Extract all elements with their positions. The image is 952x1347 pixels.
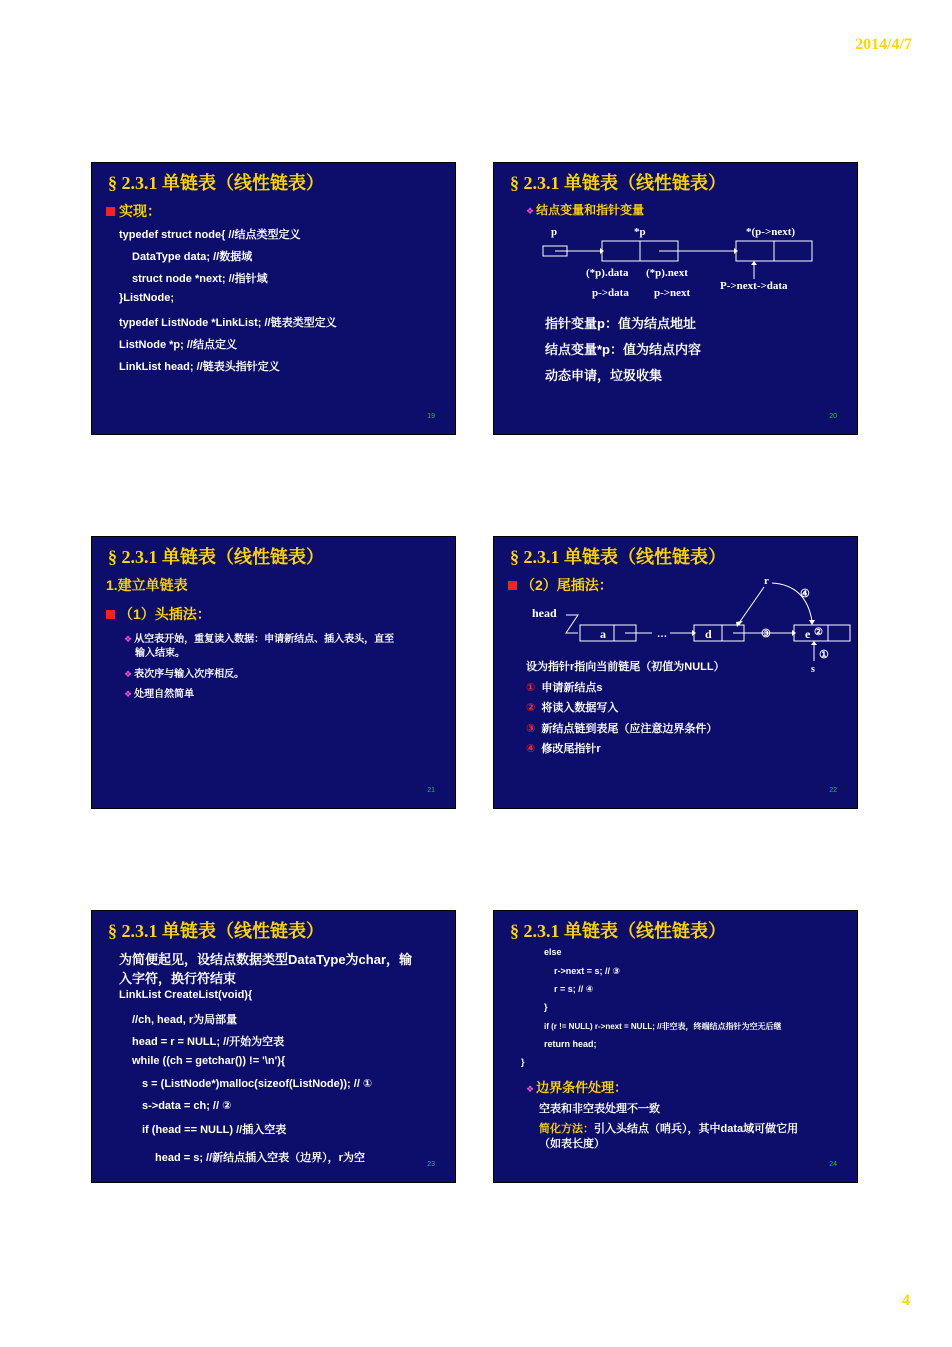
code-line: r = s; // ④ (554, 984, 594, 994)
label-r: r (764, 575, 769, 587)
slide-24 (493, 910, 858, 1183)
label-p: p (551, 226, 558, 238)
step-item: ④ 修改尾指针r (526, 743, 601, 755)
node-pointer-diagram (494, 221, 858, 301)
label-node-e: e (805, 627, 811, 641)
square-bullet-icon (106, 610, 115, 619)
label-arrow-data: p->data (592, 287, 629, 299)
diamond-bullet-icon: ❖ (526, 206, 535, 216)
code-line: ListNode *p; //结点定义 (119, 339, 237, 351)
slide-19 (91, 162, 456, 435)
label-step-2: ② (814, 627, 823, 638)
step-item: ③ 新结点链到表尾（应注意边界条件） (526, 723, 718, 735)
label-star-p: *p (634, 226, 646, 238)
intro-text: 设为指针r指向当前链尾（初值为NULL） (526, 661, 725, 673)
code-line: DataType data; //数据域 (132, 251, 253, 263)
label-next-next-data: P->next->data (720, 280, 788, 292)
slide-23 (91, 910, 456, 1183)
slide-number: 21 (427, 787, 435, 794)
slide-title: § 2.3.1 单链表（线性链表） (108, 173, 324, 193)
text-line: 动态申请，垃圾收集 (545, 368, 663, 383)
diamond-bullet-icon: ❖ (526, 1084, 535, 1094)
label-star-p-next: *(p->next) (746, 226, 796, 238)
code-line: else (544, 947, 562, 957)
label-s: s (811, 664, 815, 673)
code-line: //ch, head, r为局部量 (132, 1014, 238, 1026)
slide-21 (91, 536, 456, 809)
page-number: 4 (902, 1292, 910, 1309)
code-line: typedef ListNode *LinkList; //链表类型定义 (119, 317, 337, 329)
slide-heading: ❖ 结点变量和指针变量 (526, 203, 645, 217)
subsection-heading: ❖ 边界条件处理： (526, 1080, 628, 1095)
text-line: 空表和非空表处理不一致 (539, 1103, 660, 1115)
code-line: struct node *next; //指针域 (132, 273, 268, 285)
label-node-d: d (705, 627, 712, 641)
code-line: s->data = ch; // ② (142, 1100, 232, 1112)
slide-number: 19 (427, 413, 435, 420)
subsection-heading: （2）尾插法： (508, 575, 613, 595)
intro-line: 为简便起见，设结点数据类型DataType为char，输 (119, 952, 413, 967)
label-dots: … (657, 629, 667, 640)
slide-title: § 2.3.1 单链表（线性链表） (510, 921, 726, 941)
code-line: LinkList head; //链表头指针定义 (119, 361, 280, 373)
code-line: } (521, 1057, 525, 1067)
slide-number: 24 (829, 1161, 837, 1168)
intro-line: 入字符，换行符结束 (119, 971, 237, 986)
label-p-data: (*p).data (586, 267, 629, 279)
code-line: head = s; //新结点插入空表（边界），r为空 (155, 1152, 365, 1164)
label-step-3: ③ (761, 628, 771, 640)
slide-title: § 2.3.1 单链表（线性链表） (108, 547, 324, 567)
code-line: }ListNode; (119, 292, 174, 304)
label-p-next-field: (*p).next (646, 267, 688, 279)
diamond-bullet-icon: ❖ (124, 689, 133, 699)
list-item: ❖ 表次序与输入次序相反。 (124, 669, 245, 680)
slide-20 (493, 162, 858, 435)
text-line: 指针变量p：值为结点地址 (545, 316, 696, 331)
code-line: head = r = NULL; //开始为空表 (132, 1036, 285, 1048)
code-line: s = (ListNode*)malloc(sizeof(ListNode)); // ① (142, 1078, 373, 1090)
step-item: ① 申请新结点s (526, 682, 603, 694)
code-line: LinkList CreateList(void){ (119, 989, 253, 1001)
label-step-4: ④ (800, 588, 810, 600)
label-arrow-next: p->next (654, 287, 691, 299)
text-line: （如表长度） (539, 1138, 605, 1150)
slide-heading: 实现： (106, 201, 161, 221)
code-line: if (head == NULL) //插入空表 (142, 1124, 287, 1136)
slide-22 (493, 536, 858, 809)
subsection-heading: （1）头插法： (106, 604, 211, 624)
slide-title: § 2.3.1 单链表（线性链表） (510, 547, 726, 567)
diamond-bullet-icon: ❖ (124, 669, 133, 679)
text-line: 结点变量*p：值为结点内容 (545, 342, 702, 357)
slide-number: 22 (829, 787, 837, 794)
label-step-1: ① (819, 649, 829, 661)
text-line: 简化方法：引入头结点（哨兵），其中data域可做它用 (539, 1123, 799, 1135)
list-item: ❖ 从空表开始，重复读入数据：申请新结点、插入表头，直至 (124, 634, 395, 645)
step-item: ② 将读入数据写入 (526, 702, 619, 714)
code-line: return head; (544, 1039, 597, 1049)
page-date: 2014/4/7 (855, 36, 912, 53)
slide-title: § 2.3.1 单链表（线性链表） (510, 173, 726, 193)
list-item-continuation: 输入结束。 (135, 648, 185, 659)
list-item: ❖ 处理自然简单 (124, 689, 195, 700)
label-head: head (532, 606, 557, 620)
label-node-a: a (600, 627, 606, 641)
diamond-bullet-icon: ❖ (124, 634, 133, 644)
code-line: typedef struct node{ //结点类型定义 (119, 229, 301, 241)
code-line: if (r != NULL) r->next = NULL; //非空表，终端结点指针为空无后继 (544, 1022, 782, 1031)
code-line: } (544, 1002, 548, 1012)
slide-number: 23 (427, 1161, 435, 1168)
slide-number: 20 (829, 413, 837, 420)
code-line: while ((ch = getchar()) != '\n'){ (132, 1055, 286, 1067)
section-heading: 1.建立单链表 (106, 577, 188, 593)
slide-title: § 2.3.1 单链表（线性链表） (108, 921, 324, 941)
square-bullet-icon (106, 207, 115, 216)
code-line: r->next = s; // ③ (554, 966, 621, 976)
